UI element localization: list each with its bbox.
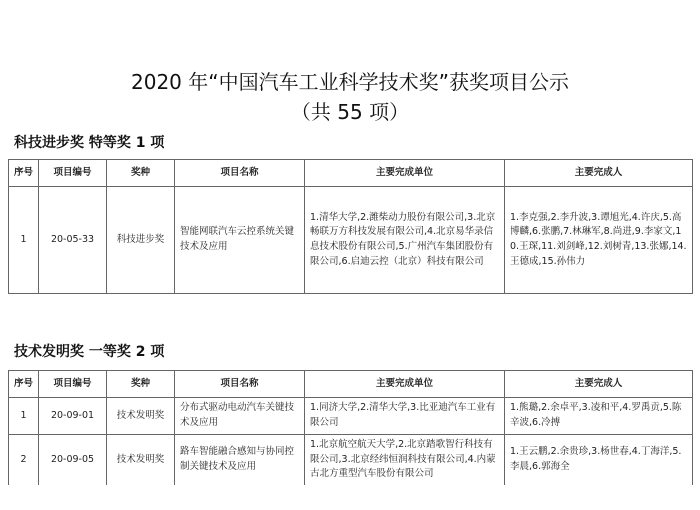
header-units: 主要完成单位 (305, 160, 505, 187)
cell-units: 1.清华大学,2.潍柴动力股份有限公司,3.北京畅联万方科技发展有限公司,4.北京易华录信息技术股份有限公司,5.广州汽车集团股份有限公司,6.启迪云控（北京）科技有限公司 (305, 187, 505, 294)
page-title: 2020 年“中国汽车工业科学技术奖”获奖项目公示 (131, 70, 569, 94)
header-code: 项目编号 (39, 160, 107, 187)
cell-project-name: 智能网联汽车云控系统关键技术及应用 (175, 187, 305, 294)
cell-code: 20-05-33 (39, 187, 107, 294)
section-heading-invention-award: 技术发明奖 一等奖 2 项 (14, 344, 165, 360)
table-row (9, 398, 693, 435)
cell-no: 2 (9, 435, 39, 486)
cell-no: 1 (9, 187, 39, 294)
header-no: 序号 (9, 160, 39, 187)
header-no: 序号 (9, 371, 39, 398)
cell-type: 技术发明奖 (107, 398, 175, 435)
cell-code: 20-09-05 (39, 435, 107, 486)
cell-people: 1.李克强,2.李升波,3.谭旭光,4.许庆,5.高博麟,6.张鹏,7.林琳军,8.尚进,9.李家文,10.王琛,11.刘剑峰,12.刘树青,13.张娜,14.王德成,15.孙伟力 (505, 187, 693, 294)
header-name: 项目名称 (175, 371, 305, 398)
cell-project-name: 分布式驱动电动汽车关键技术及应用 (175, 398, 305, 435)
cell-units: 1.同济大学,2.清华大学,3.比亚迪汽车工业有限公司 (305, 398, 505, 435)
cell-code: 20-09-01 (39, 398, 107, 435)
table-row (9, 435, 693, 486)
progress-award-table (8, 159, 693, 294)
cell-units: 1.北京航空航天大学,2.北京踏歌智行科技有限公司,3.北京经纬恒润科技有限公司,4.内蒙古北方重型汽车股份有限公司 (305, 435, 505, 486)
cell-no: 1 (9, 398, 39, 435)
table-header-row (9, 371, 693, 398)
header-type: 奖种 (107, 371, 175, 398)
invention-award-table (8, 370, 693, 485)
cell-type: 科技进步奖 (107, 187, 175, 294)
page-subtitle: （共 55 项） (290, 100, 410, 124)
table-header-row (9, 160, 693, 187)
header-people: 主要完成人 (505, 160, 693, 187)
header-people: 主要完成人 (505, 371, 693, 398)
cell-people: 1.熊璐,2.余卓平,3.凌和平,4.罗禹贡,5.陈辛波,6.冷搏 (505, 398, 693, 435)
header-name: 项目名称 (175, 160, 305, 187)
table-row (9, 187, 693, 294)
header-units: 主要完成单位 (305, 371, 505, 398)
cell-type: 技术发明奖 (107, 435, 175, 486)
cell-project-name: 路车智能融合感知与协同控制关键技术及应用 (175, 435, 305, 486)
header-code: 项目编号 (39, 371, 107, 398)
section-heading-progress-award: 科技进步奖 特等奖 1 项 (14, 135, 165, 151)
header-type: 奖种 (107, 160, 175, 187)
cell-people: 1.王云鹏,2.余贵珍,3.杨世春,4.丁海洋,5.李晨,6.郭海全 (505, 435, 693, 486)
